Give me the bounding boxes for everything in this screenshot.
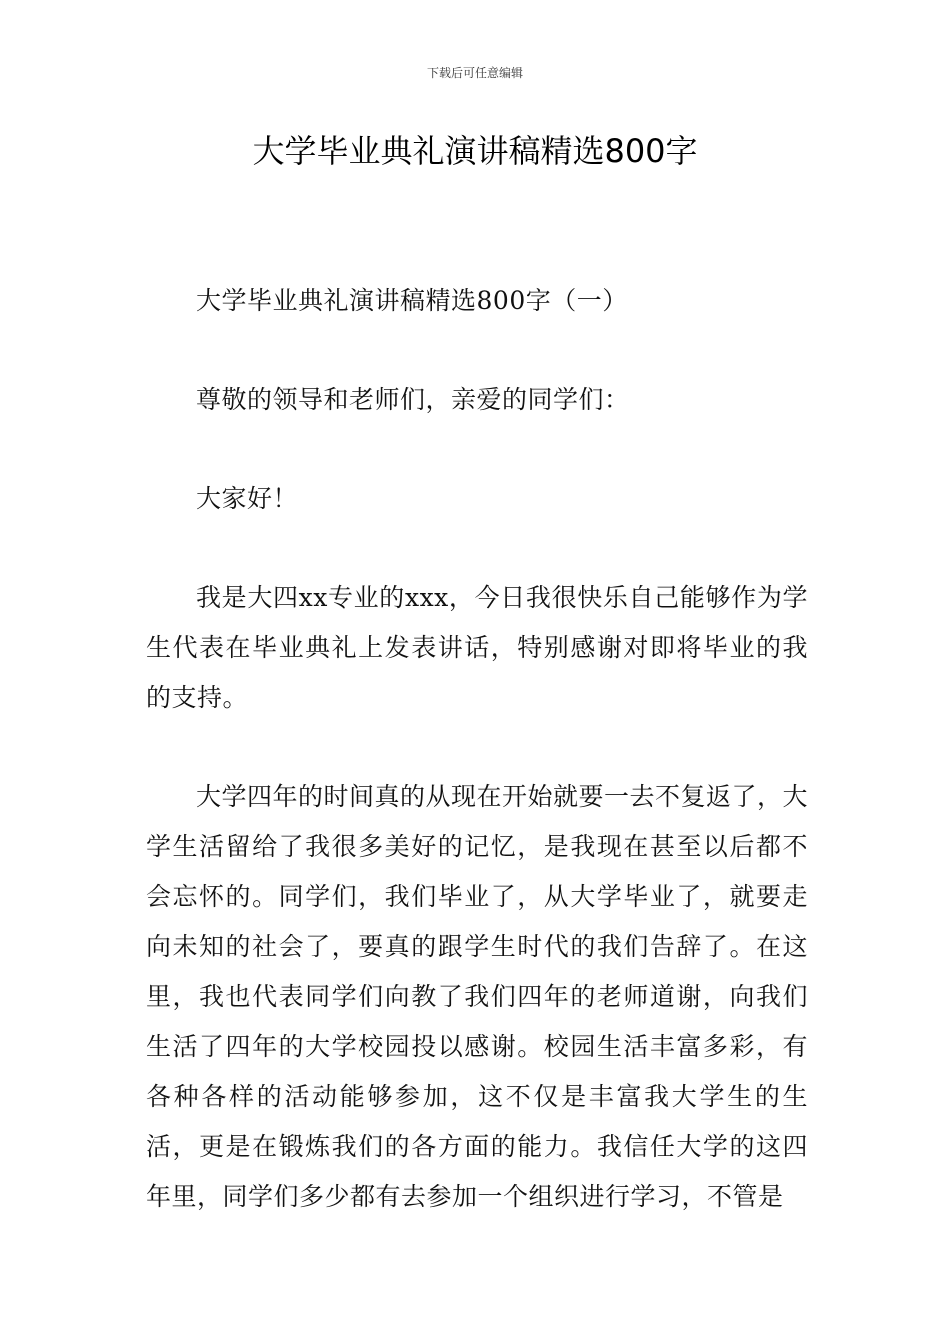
body-paragraph: 我是大四xx专业的xxx，今日我很快乐自己能够作为学生代表在毕业典礼上发表讲话，特别感谢对即将毕业的我的支持。 — [146, 583, 808, 712]
greeting: 大家好！ — [196, 484, 299, 513]
salutation: 尊敬的领导和老师们，亲爱的同学们： — [196, 385, 630, 414]
body-paragraph: 大学四年的时间真的从现在开始就要一去不复返了，大学生活留给了我很多美好的记忆，是我现在甚至以后都不会忘怀的。同学们，我们毕业了，从大学毕业了，就要走向未知的社会了，要真的跟学生时代的我们告辞了。在这里，我也代表同学们向教了我们四年的老师道谢，向我们生活了四年的大学校园投以感谢。校园生活丰富多彩，有各种各样的活动能够参加，这不仅是丰富我大学生的生活，更是在锻炼我们的各方面的能力。我信任大学的这四年里，同学们多少都有去参加一个组织进行学习，不管是 — [146, 782, 809, 1211]
header-note: 下载后可任意编辑 — [426, 66, 523, 80]
document-title: 大学毕业典礼演讲稿精选800字 — [252, 132, 698, 170]
section-heading: 大学毕业典礼演讲稿精选800字（一） — [196, 286, 628, 315]
